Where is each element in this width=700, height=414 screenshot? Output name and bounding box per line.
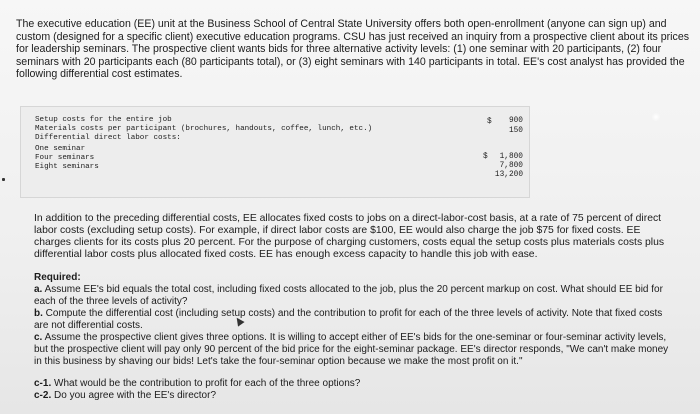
- table-row-value: 900: [508, 117, 523, 125]
- question-c1-text: What would be the contribution to profit for each of the three options?: [54, 378, 361, 389]
- table-row-label: Differential direct labor costs:: [35, 134, 181, 142]
- question-c-label: c.: [34, 332, 43, 343]
- question-c: [34, 332, 674, 367]
- margin-mark: [2, 178, 5, 181]
- table-row-label: Setup costs for the entire job: [35, 116, 172, 124]
- question-b-text: Compute the differential cost (including setup costs) and the contribution to profit for each of the three levels of activity. Note that fixed costs are not differential costs.: [34, 308, 663, 331]
- allocation-paragraph: In addition to the preceding differential costs, EE allocates fixed costs to jobs on a direct-labor-cost basis, at a rate of 75 percent of direct labor costs (excluding setup costs). For example, if direct labor costs are $100, EE would also charge the job $75 for fixed costs. EE charges clients for its costs plus 20 percent. For the purpose of charging customers, costs equal the setup costs plus materials costs plus differential labor costs plus allocated fixed costs. EE has enough excess capacity to handle this job with ease.: [34, 213, 665, 260]
- table-row-label: One seminar: [35, 145, 86, 153]
- question-a-label: a.: [34, 284, 43, 295]
- question-c1: [34, 378, 674, 390]
- question-c2-text: Do you agree with the EE's director?: [54, 390, 217, 401]
- currency-symbol: $: [487, 118, 492, 126]
- table-row-label: Four seminars: [35, 154, 95, 162]
- question-c2-label: c-2.: [34, 390, 52, 401]
- question-c2: [34, 390, 674, 402]
- required-heading: [34, 272, 674, 284]
- table-row-value: 1,800: [499, 153, 523, 161]
- question-b-label: b.: [34, 308, 43, 319]
- table-row-value: 7,800: [499, 162, 523, 170]
- table-row-label: Eight seminars: [35, 163, 99, 171]
- table-row-value: 150: [508, 127, 523, 135]
- table-row-label: Materials costs per participant (brochures, handouts, coffee, lunch, etc.): [35, 125, 373, 133]
- question-c1-label: c-1.: [34, 378, 52, 389]
- intro-paragraph: The executive education (EE) unit at the Business School of Central State University offers both open-enrollment (anyone can sign up) and custom (designed for a specific client) executive education programs. CSU has just received an inquiry from a prospective client about its prices for leadership seminars. The prospective client wants bids for three alternative activity levels: (1) one seminar with 20 participants, (2) four seminars with 20 participants each (80 participants total), or (3) eight seminars with 140 participants in total. EE's cost analyst has provided the following differential cost estimates.: [16, 18, 690, 81]
- cost-table: [20, 106, 530, 198]
- photo-glare: [652, 112, 660, 122]
- currency-symbol: $: [483, 153, 488, 161]
- question-a-text: Assume EE's bid equals the total cost, including fixed costs allocated to the job, plus the 20 percent markup on cost. What should EE bid for each of the three levels of activity?: [34, 284, 663, 307]
- question-a: [34, 284, 674, 308]
- table-row-value: 13,200: [494, 171, 523, 179]
- question-c-text: Assume the prospective client gives three options. It is willing to accept either of EE's bids for the one-seminar or four-seminar activity levels, but the prospective client will pay only 90 percent of the bid price for the eight-seminar package. EE's director responds, "We can't make money in this business by shaving our bids! Let's take the four-seminar option because we make the most profit on it.": [34, 332, 669, 367]
- required-heading-text: Required:: [34, 272, 81, 283]
- question-b: [34, 308, 674, 332]
